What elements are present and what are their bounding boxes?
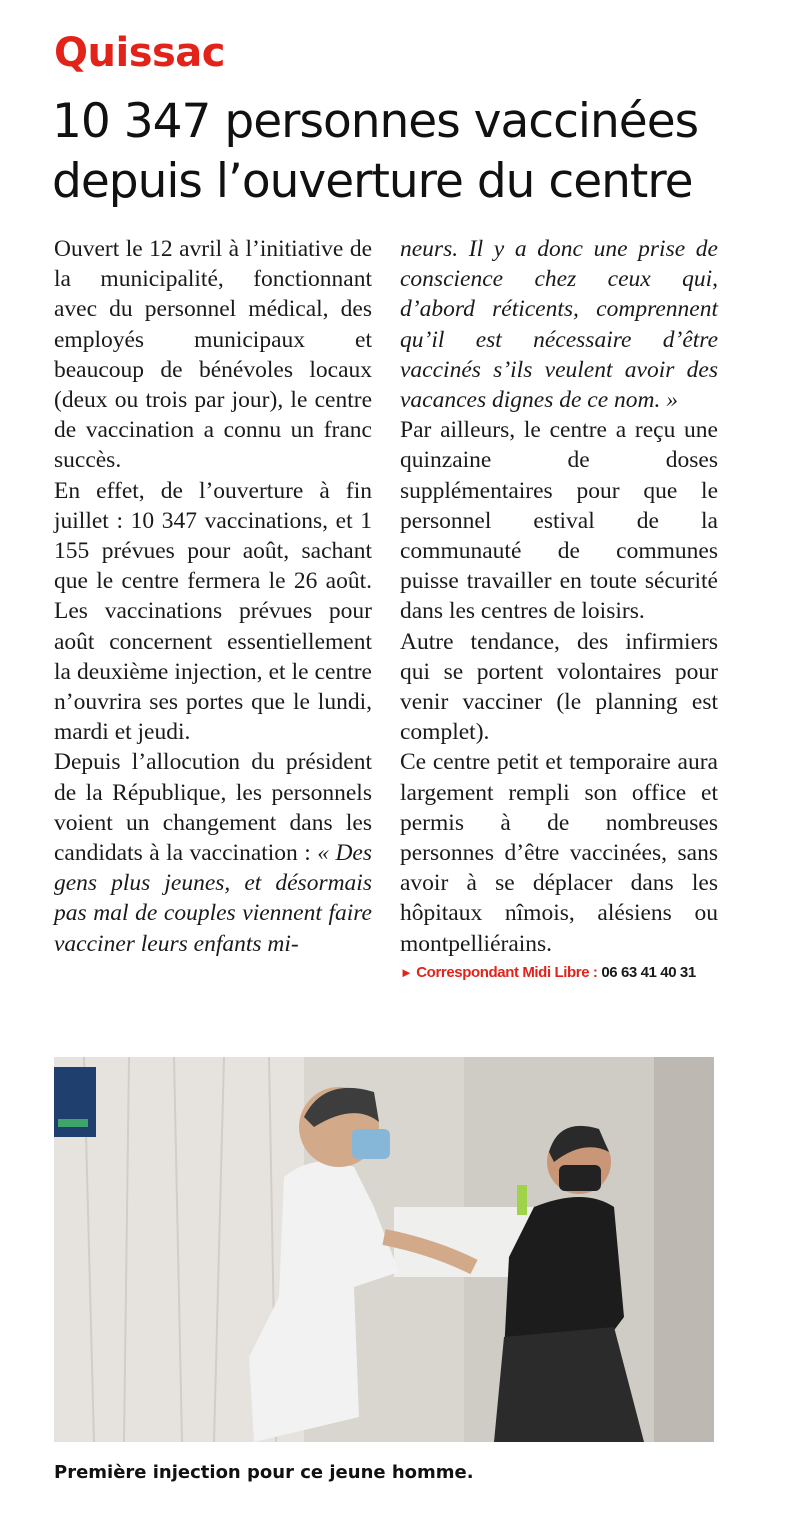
quote xyxy=(400,234,718,415)
quote: « Des gens plus jeunes, et désormais pas mal de couples viennent faire vacciner leurs enfants mi- xyxy=(54,840,372,957)
paragraph: Ce centre petit et temporaire aura largement rempli son office et permis à de nombreuses personnes d’être vaccinées, sans avoir à se déplacer dans les hôpitaux nîmois, alésiens ou montpelliérains. xyxy=(400,749,718,957)
paragraph: Autre tendance, des infirmiers qui se portent volontaires pour venir vacciner (le planning est complet). xyxy=(400,628,718,746)
article-column-left xyxy=(54,234,372,959)
photo-caption: Première injection pour ce jeune homme. xyxy=(54,1462,474,1483)
paragraph: Par ailleurs, le centre a reçu une quinzaine de doses supplémentaires pour que le personnel estival de la communauté de communes puisse travailler en toute sécurité dans les centres de loisirs. xyxy=(400,417,718,625)
paragraph: En effet, de l’ouverture à fin juillet : 10 347 vaccinations, et 1 155 prévues pour août, sachant que le centre fermera le 26 août. Les vaccinations prévues pour août concernent essentiellement la deuxième injection, et le centre n’ouvrira ses portes que le lundi, mardi et jeudi. xyxy=(54,477,372,746)
correspondent-credit xyxy=(400,963,718,983)
article-headline: 10 347 personnes vaccinées depuis l’ouverture du centre xyxy=(52,94,699,209)
article-photo xyxy=(54,1057,714,1442)
article-column-right xyxy=(400,234,718,983)
quote-text: neurs. Il y a donc une prise de conscience chez ceux qui, d’abord réticents, comprennent qu’il est nécessaire d’être vaccinés s’ils veulent avoir des vacances dignes de ce nom. » xyxy=(400,236,718,414)
vaccination-scene-illustration xyxy=(54,1057,714,1442)
arrow-icon: ► xyxy=(400,964,413,980)
paragraph xyxy=(54,747,372,958)
paragraph: Ouvert le 12 avril à l’initiative de la municipalité, fonctionnant avec du personnel médical, des employés municipaux et beaucoup de bénévoles locaux (deux ou trois par jour), le centre de vaccination a connu un franc succès. xyxy=(54,236,372,474)
paragraph-intro: Depuis l’allocution du président de la République, les personnels voient un changement dans les candidats à la vaccination : xyxy=(54,749,372,867)
credit-phone: 06 63 41 40 31 xyxy=(601,963,696,981)
credit-label: Correspondant Midi Libre : xyxy=(416,963,598,981)
article-kicker: Quissac xyxy=(54,30,226,76)
